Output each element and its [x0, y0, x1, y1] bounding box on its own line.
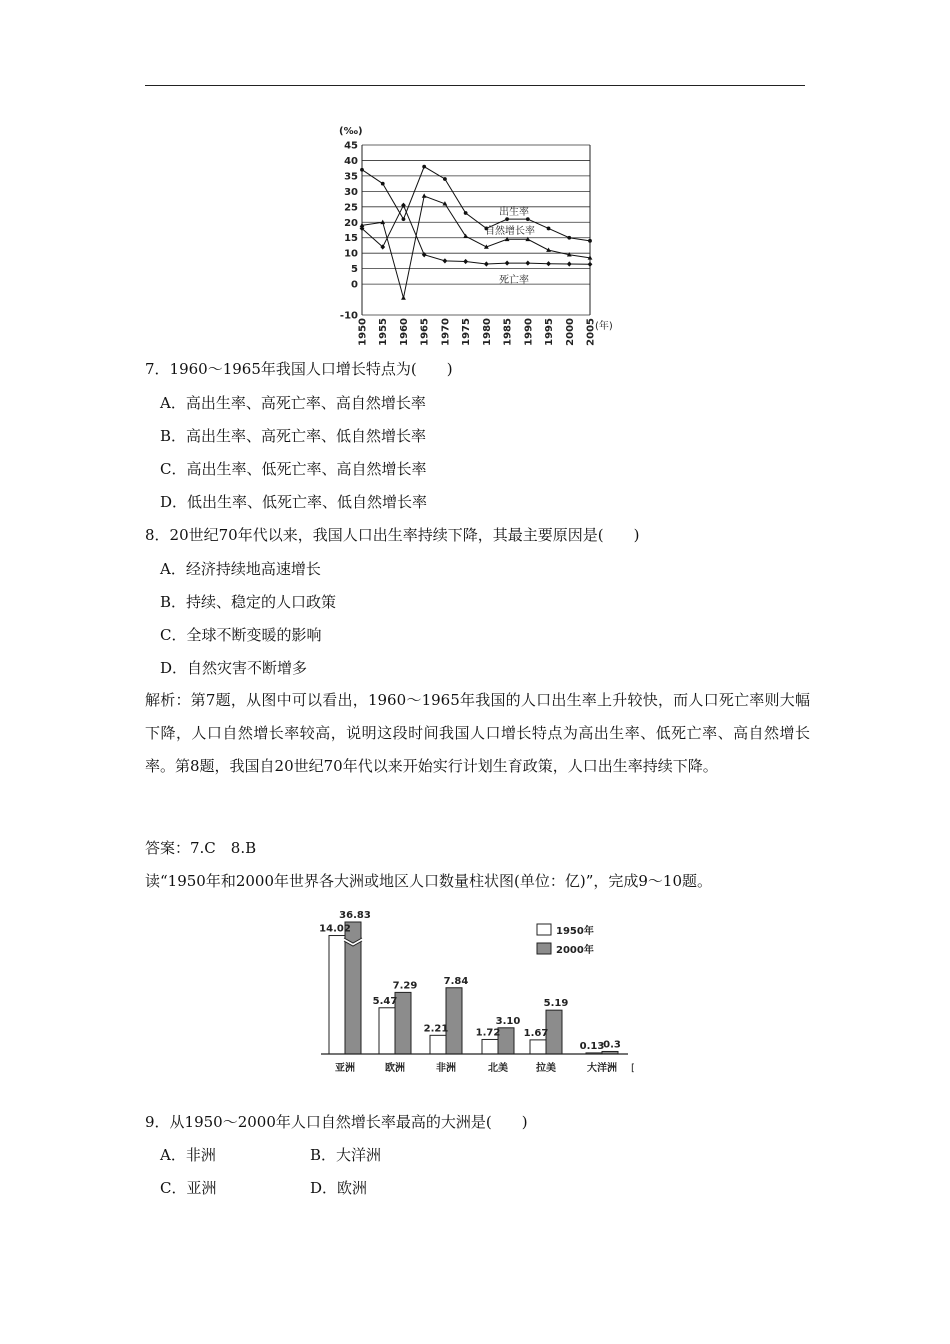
data-point [401, 295, 406, 299]
y-tick-label: 20 [344, 217, 358, 229]
x-tick-label: 1975 [461, 318, 473, 346]
bar [379, 1008, 395, 1054]
series-line [362, 205, 590, 264]
data-point [505, 260, 510, 265]
bar-value-label: 36.83 [339, 910, 371, 921]
y-tick-label: 40 [344, 155, 358, 167]
q8-option-c: C．全球不断变暖的影响 [160, 626, 322, 644]
data-point [567, 261, 572, 266]
data-point [443, 177, 447, 181]
y-unit-label: (‰) [339, 126, 363, 137]
data-point [381, 182, 385, 186]
series-label-natural: 自然增长率 [485, 226, 535, 237]
bar-value-label: 1.67 [523, 1027, 549, 1039]
intro-line: 读“1950年和2000年世界各大洲或地区人口数量柱状图(单位：亿)”，完成9～10题。 [145, 872, 713, 890]
analysis-paragraph [145, 684, 810, 783]
bar-value-label: 0.3 [603, 1039, 621, 1051]
bar-value-label: 5.19 [543, 998, 569, 1010]
x-tick-label: 2005 [585, 318, 597, 346]
legend-label-1950: 1950年 [556, 926, 594, 937]
data-point [567, 236, 571, 240]
analysis-text: 解析：第7题，从图中可以看出，1960～1965年我国的人口出生率上升较快，而人口死亡率则大幅下降，人口自然增长率较高，说明这段时间我国人口增长特点为高出生率、低死亡率、高自然增长率。第8题，我国自20世纪70年代以来开始实行计划生育政策，人口出生率持续下降。 [145, 691, 810, 775]
legend-label-2000: 2000年 [556, 945, 594, 956]
data-point [464, 211, 468, 215]
q7-option-d: D．低出生率、低死亡率、低自然增长率 [160, 493, 428, 511]
data-point [484, 261, 489, 266]
series-line [362, 196, 590, 298]
x-tick-label: 1965 [419, 318, 431, 346]
bar-value-label: 5.47 [372, 995, 398, 1007]
legend-swatch-1950 [537, 924, 551, 935]
x-tick-label: 1990 [523, 318, 535, 346]
q7-stem: 7．1960～1965年我国人口增长特点为( ) [145, 360, 453, 378]
q7-option-b: B．高出生率、高死亡率、低自然增长率 [160, 427, 427, 445]
bar [446, 988, 462, 1054]
data-point [360, 168, 364, 172]
q9-option-b: B．大洋洲 [310, 1146, 382, 1164]
bar [329, 936, 345, 1054]
header-rule [145, 85, 805, 86]
x-tick-label: 1985 [502, 318, 514, 346]
legend-swatch-2000 [537, 943, 551, 954]
bar [482, 1039, 498, 1054]
bar [530, 1040, 546, 1054]
data-point [588, 239, 592, 243]
data-point [422, 193, 427, 197]
x-tick-label: 1995 [544, 318, 556, 346]
category-label: 亚洲 [335, 1063, 355, 1074]
series-line [362, 167, 590, 241]
bar [546, 1010, 562, 1054]
bar-value-label: 2.21 [423, 1023, 449, 1035]
category-label: 北美 [488, 1063, 508, 1074]
category-label: 非洲 [436, 1063, 456, 1074]
q7-option-c: C．高出生率、低死亡率、高自然增长率 [160, 460, 427, 478]
category-label: 欧洲 [385, 1063, 405, 1074]
population-rate-line-chart [322, 118, 632, 350]
y-tick-label: 15 [344, 233, 358, 245]
answer-line: 答案：7.C 8.B [145, 839, 257, 857]
q9-option-c: C．亚洲 [160, 1179, 217, 1197]
y-tick-label: 25 [344, 202, 358, 214]
bar-value-label: 7.29 [392, 980, 418, 992]
y-tick-label: 35 [344, 171, 358, 183]
q8-option-b: B．持续、稳定的人口政策 [160, 593, 337, 611]
series-label-birth: 出生率 [499, 207, 529, 218]
y-tick-label: 30 [344, 186, 358, 198]
bar [430, 1035, 446, 1054]
bar-value-label: 1.72 [475, 1027, 501, 1039]
q9-option-d: D．欧洲 [310, 1179, 368, 1197]
q8-option-a: A．经济持续地高速增长 [160, 560, 321, 578]
q9-stem: 9．从1950～2000年人口自然增长率最高的大洲是( ) [145, 1113, 528, 1131]
category-label: 拉美 [536, 1063, 556, 1074]
data-point [547, 227, 551, 231]
x-unit-label: (年) [595, 321, 613, 332]
data-point [588, 262, 593, 267]
q9-option-a: A．非洲 [160, 1146, 216, 1164]
data-point [525, 260, 530, 265]
trailing-bracket: [ [631, 1063, 635, 1074]
x-tick-label: 1950 [357, 318, 369, 346]
q7-option-a: A．高出生率、高死亡率、高自然增长率 [160, 394, 426, 412]
data-point [443, 258, 448, 263]
bar [498, 1028, 514, 1054]
y-tick-label: 5 [351, 264, 358, 276]
data-point [422, 165, 426, 169]
y-tick-label: 0 [351, 279, 358, 291]
bar-value-label: 7.84 [443, 975, 469, 987]
data-point [402, 217, 406, 221]
q8-option-d: D．自然灾害不断增多 [160, 659, 308, 677]
data-point [546, 261, 551, 266]
category-label: 大洋洲 [587, 1063, 617, 1074]
bar-value-label: 3.10 [495, 1015, 521, 1027]
y-tick-label: 10 [344, 248, 358, 260]
bar-value-label: 14.02 [319, 923, 351, 935]
x-tick-label: 1980 [481, 318, 493, 346]
x-tick-label: 1970 [440, 318, 452, 346]
y-tick-label: 45 [344, 140, 358, 152]
q8-stem: 8．20世纪70年代以来，我国人口出生率持续下降，其最主要原因是( ) [145, 526, 640, 544]
series-label-death: 死亡率 [499, 275, 529, 286]
x-tick-label: 1955 [378, 318, 390, 346]
bar [395, 992, 411, 1054]
y-tick-label: -10 [339, 310, 358, 322]
bar-value-label: 0.13 [579, 1040, 605, 1052]
x-tick-label: 1960 [398, 318, 410, 346]
data-point [463, 259, 468, 264]
world-population-bar-chart [318, 902, 648, 1082]
x-tick-label: 2000 [564, 318, 576, 346]
